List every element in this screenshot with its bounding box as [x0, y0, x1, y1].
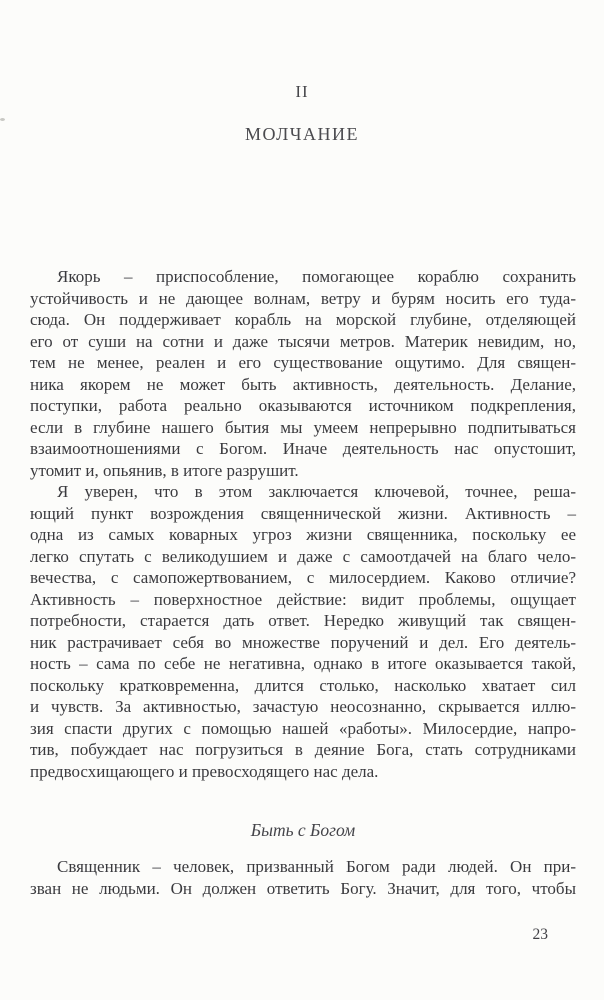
paragraph [30, 481, 576, 782]
text-line: поступки, работа реально оказываются источником подкрепления, [30, 396, 576, 415]
text-line: одна из самых коварных угроз жизни священника, поскольку ее [30, 525, 576, 544]
text-line: ющий пункт возрождения священнической жизни. Активность – [30, 503, 576, 523]
text-line: поскольку кратковременна, длится столько, насколько хватает сил [30, 675, 576, 695]
chapter-title: МОЛЧАНИЕ [244, 124, 359, 144]
text-line: ность – сама по себе не негативна, однако в итоге оказывается такой, [30, 654, 576, 673]
text-line: и чувств. За активностью, зачастую неосознанно, скрывается иллю- [30, 697, 576, 716]
text-line: ник растрачивает себя во множестве поручений и дел. Его деятель- [30, 632, 576, 652]
text-line: легко спутать с великодушием и даже с самоотдачей на благо чело- [30, 546, 576, 566]
scan-artifact [0, 118, 5, 121]
chapter-number: II [295, 82, 309, 101]
text-line: тив, побуждает нас погрузиться в деяние Бога, стать сотрудниками [30, 740, 576, 759]
text-line: потребности, старается дать ответ. Нередко живущий так священ- [30, 611, 576, 630]
text-line: если в глубине нашего бытия мы умеем непрерывно подпитываться [30, 417, 576, 437]
text-line: ника якорем не может быть активность, деятельность. Делание, [30, 374, 576, 394]
paragraph [30, 856, 576, 899]
text-line: Якорь – приспособление, помогающее кораблю сохранить [57, 267, 576, 286]
section-heading: Быть с Богом [250, 820, 356, 840]
text-line: Я уверен, что в этом заключается ключевой, точнее, реша- [57, 482, 576, 501]
body-text [30, 266, 576, 782]
text-line: сюда. Он поддерживает корабль на морской глубине, отделяющей [30, 310, 576, 329]
text-line: предвосхищающего и превосходящего нас дела. [30, 761, 379, 781]
text-line: тем не менее, реален и его существование ощутимо. Для священ- [30, 353, 576, 372]
text-line: взаимоотношениями с Богом. Иначе деятельность нас опустошит, [30, 439, 576, 458]
section-text [30, 856, 576, 899]
paragraph [30, 266, 576, 481]
text-line: Активность – поверхностное действие: видит проблемы, ощущает [30, 589, 576, 609]
text-line: зия спасти других с помощью нашей «работы». Милосердие, напро- [30, 718, 576, 738]
page-number: 23 [532, 926, 548, 943]
text-line: утомит и, опьянив, в итоге разрушит. [30, 460, 299, 480]
text-line: зван не людьми. Он должен ответить Богу. Значит, для того, чтобы [30, 878, 576, 898]
text-line: вечества, с самопожертвованием, с милосердием. Каково отличие? [30, 568, 576, 587]
text-line: его от суши на сотни и даже тысячи метров. Материк невидим, но, [30, 331, 576, 351]
text-line: устойчивость и не дающее волнам, ветру и бурям носить его туда- [30, 288, 576, 308]
text-line: Священник – человек, призванный Богом ради людей. Он при- [57, 857, 576, 876]
